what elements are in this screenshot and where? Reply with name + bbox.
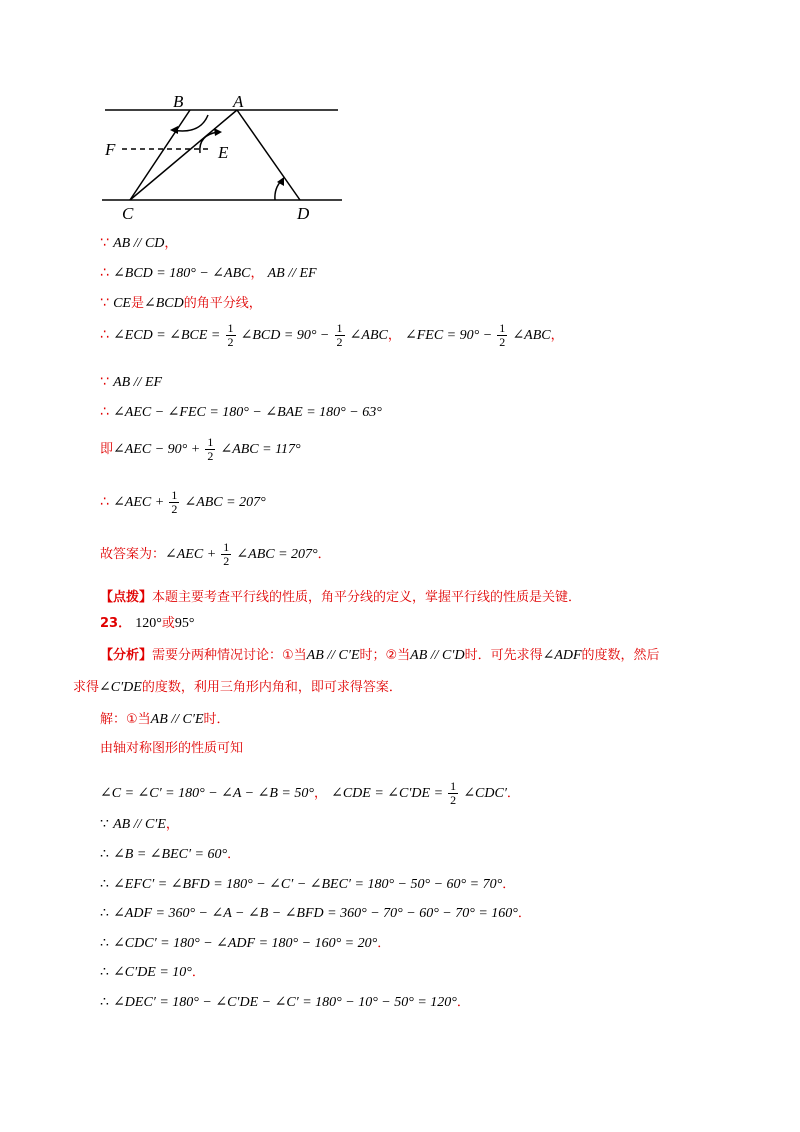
text: 解：①当: [100, 712, 151, 727]
line-7: [100, 436, 301, 463]
punct: ．: [227, 847, 241, 862]
line-12-analysis: [100, 646, 660, 666]
text: 即: [100, 442, 114, 457]
math-expr: ∠ABC: [349, 328, 388, 343]
line-17: [100, 815, 179, 835]
fraction: $\frac{1}{2}$: [171, 488, 178, 516]
punct: ，: [550, 328, 564, 343]
line-23: [100, 993, 470, 1013]
math-expr: ∠B = ∠BEC′ = 60°: [113, 847, 228, 862]
text: 由轴对称图形的性质可知: [100, 741, 244, 756]
math-expr: ∠BCD = 180° − ∠ABC: [113, 266, 251, 281]
text: 时；②当: [359, 648, 411, 663]
because-symbol: ∵: [100, 817, 109, 832]
text: 故答案为：: [100, 547, 166, 562]
label-C: C: [122, 204, 134, 223]
line-22: [100, 963, 205, 983]
problem-number: 23．: [100, 616, 132, 631]
math-expr: ∠C = ∠C′ = 180° − ∠A − ∠B = 50°: [100, 786, 314, 801]
punct: ．: [456, 995, 470, 1010]
line-1: [100, 233, 177, 254]
fraction: $\frac{1}{2}$: [227, 321, 234, 349]
math-expr: AB // C′E: [150, 712, 204, 727]
text: 的度数，然后: [581, 648, 660, 663]
therefore-symbol: ∴: [100, 265, 109, 281]
punct: ．: [191, 965, 205, 980]
segment-AD: [237, 110, 300, 200]
fraction: $\frac{1}{2}$: [336, 321, 343, 349]
math-expr: ∠ABC = 207°: [184, 495, 266, 510]
because-symbol: ∵: [100, 235, 109, 251]
punct: ．: [317, 547, 331, 562]
line-10-tip: [100, 588, 581, 608]
math-expr: AB // CD: [113, 236, 165, 251]
line-4: [100, 322, 564, 349]
math-expr: ∠AEC +: [165, 547, 217, 562]
punct: ．: [517, 906, 531, 921]
line-14-solution: [100, 710, 230, 730]
line-20: [100, 904, 531, 924]
therefore-symbol: ∴: [100, 906, 109, 921]
math-expr: ∠ECD = ∠BCE =: [113, 328, 221, 343]
punct: ，: [165, 817, 179, 832]
therefore-symbol: ∴: [100, 995, 109, 1010]
math-expr: ∠CDE = ∠C′DE =: [331, 786, 444, 801]
text: 本题主要考查平行线的性质，角平分线的定义，掌握平行线的性质是关键．: [152, 590, 582, 605]
line-3: [100, 293, 262, 314]
math-expr: ∠AEC +: [113, 495, 165, 510]
punct: ，: [164, 236, 178, 251]
math-expr: AB // C′D: [410, 648, 465, 663]
math-expr: AB // EF: [267, 266, 317, 281]
math-expr: ∠C′DE: [99, 680, 142, 695]
text: 时．可先求得: [464, 648, 543, 663]
punct: ．: [502, 877, 516, 892]
math-expr: ∠EFC′ = ∠BFD = 180° − ∠C′ − ∠BEC′ = 180° − 50° − 60° = 70°: [113, 877, 503, 892]
math-expr: ∠C′DE = 10°: [113, 965, 192, 980]
label-F: F: [105, 140, 116, 159]
line-16: [100, 780, 520, 807]
line-21: [100, 934, 390, 954]
fraction: $\frac{1}{2}$: [207, 435, 214, 463]
math-expr: ∠ADF: [542, 648, 582, 663]
because-symbol: ∵: [100, 295, 109, 311]
label-A: A: [233, 92, 244, 111]
fraction: $\frac{1}{2}$: [223, 540, 230, 568]
label-E: E: [218, 143, 229, 162]
line-18: [100, 845, 240, 865]
therefore-symbol: ∴: [100, 965, 109, 980]
punct: ．: [377, 936, 391, 951]
punct: ．: [506, 786, 520, 801]
math-expr: 120°: [135, 616, 162, 631]
therefore-symbol: ∴: [100, 404, 109, 420]
math-expr: AB // C′E: [306, 648, 360, 663]
math-expr: ∠BCD: [143, 296, 184, 311]
line-6: [100, 402, 382, 423]
arrowhead-E: [214, 128, 222, 136]
math-expr: ∠FEC = 90° −: [404, 328, 493, 343]
therefore-symbol: ∴: [100, 847, 109, 862]
geometry-figure: [0, 0, 800, 230]
tag-analysis: 【分析】: [100, 648, 153, 663]
math-expr: CE: [113, 296, 131, 311]
label-D: D: [297, 204, 310, 223]
fraction: $\frac{1}{2}$: [450, 779, 457, 807]
line-2: [100, 263, 317, 284]
text: 求得: [73, 680, 100, 695]
math-expr: ∠BCD = 90° −: [240, 328, 330, 343]
math-expr: ∠ABC: [512, 328, 551, 343]
text: 需要分两种情况讨论：①当: [152, 648, 307, 663]
therefore-symbol: ∴: [100, 494, 109, 510]
math-expr: AB // EF: [113, 375, 163, 390]
math-expr: ∠CDC′: [463, 786, 507, 801]
punct: ，: [387, 328, 401, 343]
punct: ，: [313, 786, 327, 801]
segment-BC: [130, 110, 190, 200]
math-expr: ∠ABC = 207°: [236, 547, 318, 562]
math-expr: ∠AEC − ∠FEC = 180° − ∠BAE = 180° − 63°: [113, 405, 382, 420]
text: 时．: [203, 712, 230, 727]
line-13: [73, 678, 402, 698]
label-B: B: [173, 92, 184, 111]
math-expr: ∠ABC = 117°: [220, 442, 301, 457]
line-11-problem-23: [100, 614, 194, 634]
math-expr: ∠ADF = 360° − ∠A − ∠B − ∠BFD = 360° − 70° − 60° − 70° = 160°: [113, 906, 518, 921]
therefore-symbol: ∴: [100, 936, 109, 951]
fraction: $\frac{1}{2}$: [499, 321, 506, 349]
line-15: [100, 739, 243, 759]
line-5: [100, 372, 162, 393]
tag-tip: 【点拨】: [100, 590, 153, 605]
math-expr: AB // C′E: [113, 817, 166, 832]
line-9-answer: [100, 541, 331, 568]
math-expr: ∠CDC′ = 180° − ∠ADF = 180° − 160° = 20°: [113, 936, 378, 951]
punct: ，: [250, 266, 264, 281]
text: 的角平分线，: [183, 296, 262, 311]
line-19: [100, 875, 515, 895]
therefore-symbol: ∴: [100, 327, 109, 343]
therefore-symbol: ∴: [100, 877, 109, 892]
because-symbol: ∵: [100, 374, 109, 390]
math-expr: ∠DEC′ = 180° − ∠C′DE − ∠C′ = 180° − 10° − 50° = 120°: [113, 995, 457, 1010]
line-8: [100, 489, 266, 516]
math-expr: 95°: [174, 616, 195, 631]
math-expr: ∠AEC − 90° +: [113, 442, 201, 457]
text: 是: [130, 296, 144, 311]
text: 的度数，利用三角形内角和，即可求得答案．: [141, 680, 402, 695]
text: 或: [161, 616, 175, 631]
